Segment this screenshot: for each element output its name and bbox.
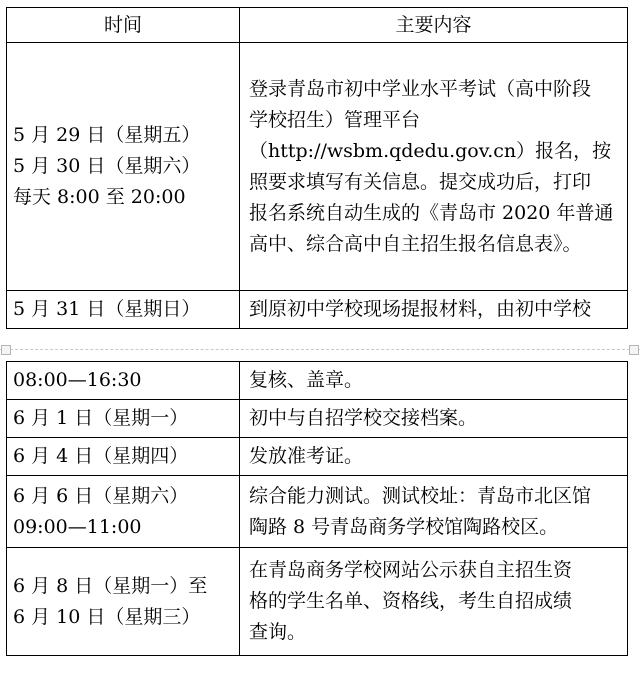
table-row (7, 43, 628, 291)
time-line: 6 月 1 日（星期一） (13, 407, 189, 429)
table-row (7, 548, 628, 656)
time-line: 6 月 6 日（星期六） (13, 484, 189, 507)
table-body-page1 (7, 43, 628, 329)
time-cell (7, 400, 240, 438)
time-line: 6 月 4 日（星期四） (13, 445, 189, 467)
content-cell (240, 438, 628, 476)
time-cell (7, 43, 240, 291)
page-break-divider (0, 344, 640, 354)
content-line: 查询。 (249, 621, 307, 643)
time-cell (7, 548, 240, 656)
content-line: 到原初中学校现场提报材料，由初中学校 (249, 298, 592, 320)
table-row (7, 362, 628, 400)
page-corner-mark-right (629, 345, 639, 355)
time-line: 6 月 8 日（星期一）至 (13, 574, 208, 597)
content-line: 照要求填写有关信息。提交成功后，打印 (249, 170, 592, 193)
table-row (7, 400, 628, 438)
time-cell (7, 476, 240, 548)
time-line: 6 月 10 日（星期三） (13, 605, 201, 628)
table-body-page2 (7, 362, 628, 656)
time-line: 5 月 31 日（星期日） (13, 298, 201, 320)
schedule-table-page1 (6, 7, 628, 329)
content-cell (240, 400, 628, 438)
page-corner-mark-left (1, 345, 11, 355)
content-cell (240, 476, 628, 548)
header-time: 时间 (7, 8, 240, 43)
content-line: 报名系统自动生成的《青岛市 2020 年普通 (249, 201, 614, 224)
table-row (7, 476, 628, 548)
time-line: 每天 8:00 至 20:00 (13, 186, 186, 208)
time-line: 09:00—11:00 (13, 515, 142, 538)
content-line: 在青岛商务学校网站公示获自主招生资 (249, 559, 573, 581)
content-line: 学校招生）管理平台 (249, 108, 421, 131)
time-line: 08:00—16:30 (13, 369, 142, 391)
content-line: 发放准考证。 (249, 445, 364, 467)
header-content: 主要内容 (240, 8, 628, 43)
time-cell (7, 438, 240, 476)
table-row (7, 438, 628, 476)
content-line: （http://wsbm.qdedu.gov.cn）报名，按 (249, 139, 612, 162)
time-cell (7, 291, 240, 329)
content-line: 格的学生名单、资格线，考生自招成绩 (249, 590, 573, 612)
table-header-row (7, 8, 628, 43)
content-line: 复核、盖章。 (249, 369, 364, 391)
content-cell (240, 291, 628, 329)
page-break-line (0, 349, 640, 350)
time-cell (7, 362, 240, 400)
content-cell (240, 362, 628, 400)
schedule-table-page2 (6, 361, 628, 656)
content-cell (240, 548, 628, 656)
content-cell (240, 43, 628, 291)
content-line: 综合能力测试。测试校址：青岛市北区馆 (249, 484, 592, 507)
content-line: 登录青岛市初中学业水平考试（高中阶段 (249, 77, 592, 100)
content-line: 高中、综合高中自主招生报名信息表》。 (249, 232, 582, 255)
time-line: 5 月 30 日（星期六） (13, 155, 201, 177)
content-line: 陶路 8 号青岛商务学校馆陶路校区。 (249, 515, 559, 538)
content-line: 初中与自招学校交接档案。 (249, 407, 478, 429)
table-row (7, 291, 628, 329)
time-line: 5 月 29 日（星期五） (13, 124, 201, 146)
